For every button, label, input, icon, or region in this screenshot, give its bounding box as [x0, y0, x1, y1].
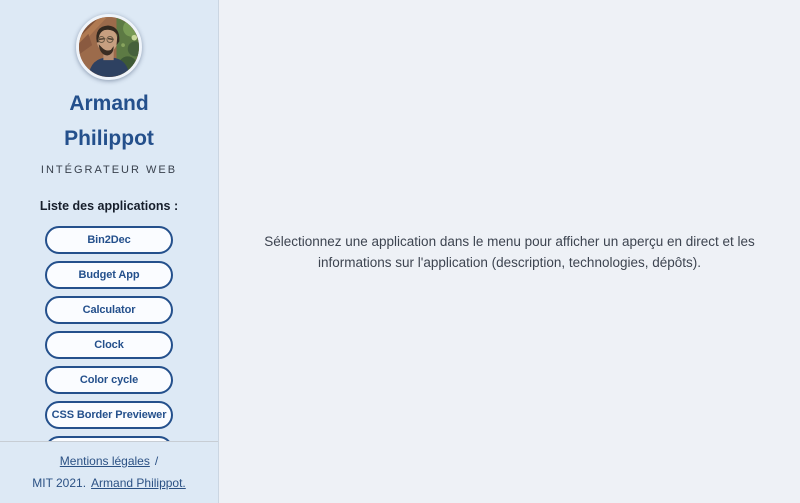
- empty-state-message: Sélectionnez une application dans le menu pour afficher un aperçu en direct et les informations sur l'application (description, technologies, dépôts).: [264, 233, 755, 270]
- main-panel: [219, 0, 800, 503]
- sidebar-footer: [0, 441, 218, 503]
- profile-name: Armand Philippot: [64, 92, 154, 150]
- footer-separator: /: [154, 454, 159, 468]
- profile-role: INTÉGRATEUR WEB: [40, 164, 178, 176]
- license-text: MIT 2021.: [32, 476, 87, 490]
- legal-link[interactable]: Mentions légales: [59, 454, 150, 468]
- license-line: [32, 475, 186, 491]
- app-button-calculator[interactable]: Calculator: [45, 296, 173, 324]
- author-link[interactable]: Armand Philippot.: [91, 476, 186, 490]
- legal-line: [60, 453, 158, 469]
- avatar: [76, 14, 142, 80]
- app-button-color-cycle[interactable]: Color cycle: [45, 366, 173, 394]
- app-button-clock[interactable]: Clock: [45, 331, 173, 359]
- sidebar: [0, 0, 219, 503]
- avatar-photo: [79, 17, 139, 77]
- app-button-budget-app[interactable]: Budget App: [45, 261, 173, 289]
- apps-list-label: Liste des applications :: [39, 199, 179, 213]
- app-button-css-border-previewer[interactable]: CSS Border Previewer: [45, 401, 173, 429]
- apps-list: [45, 226, 173, 441]
- app-button-bin2dec[interactable]: Bin2Dec: [45, 226, 173, 254]
